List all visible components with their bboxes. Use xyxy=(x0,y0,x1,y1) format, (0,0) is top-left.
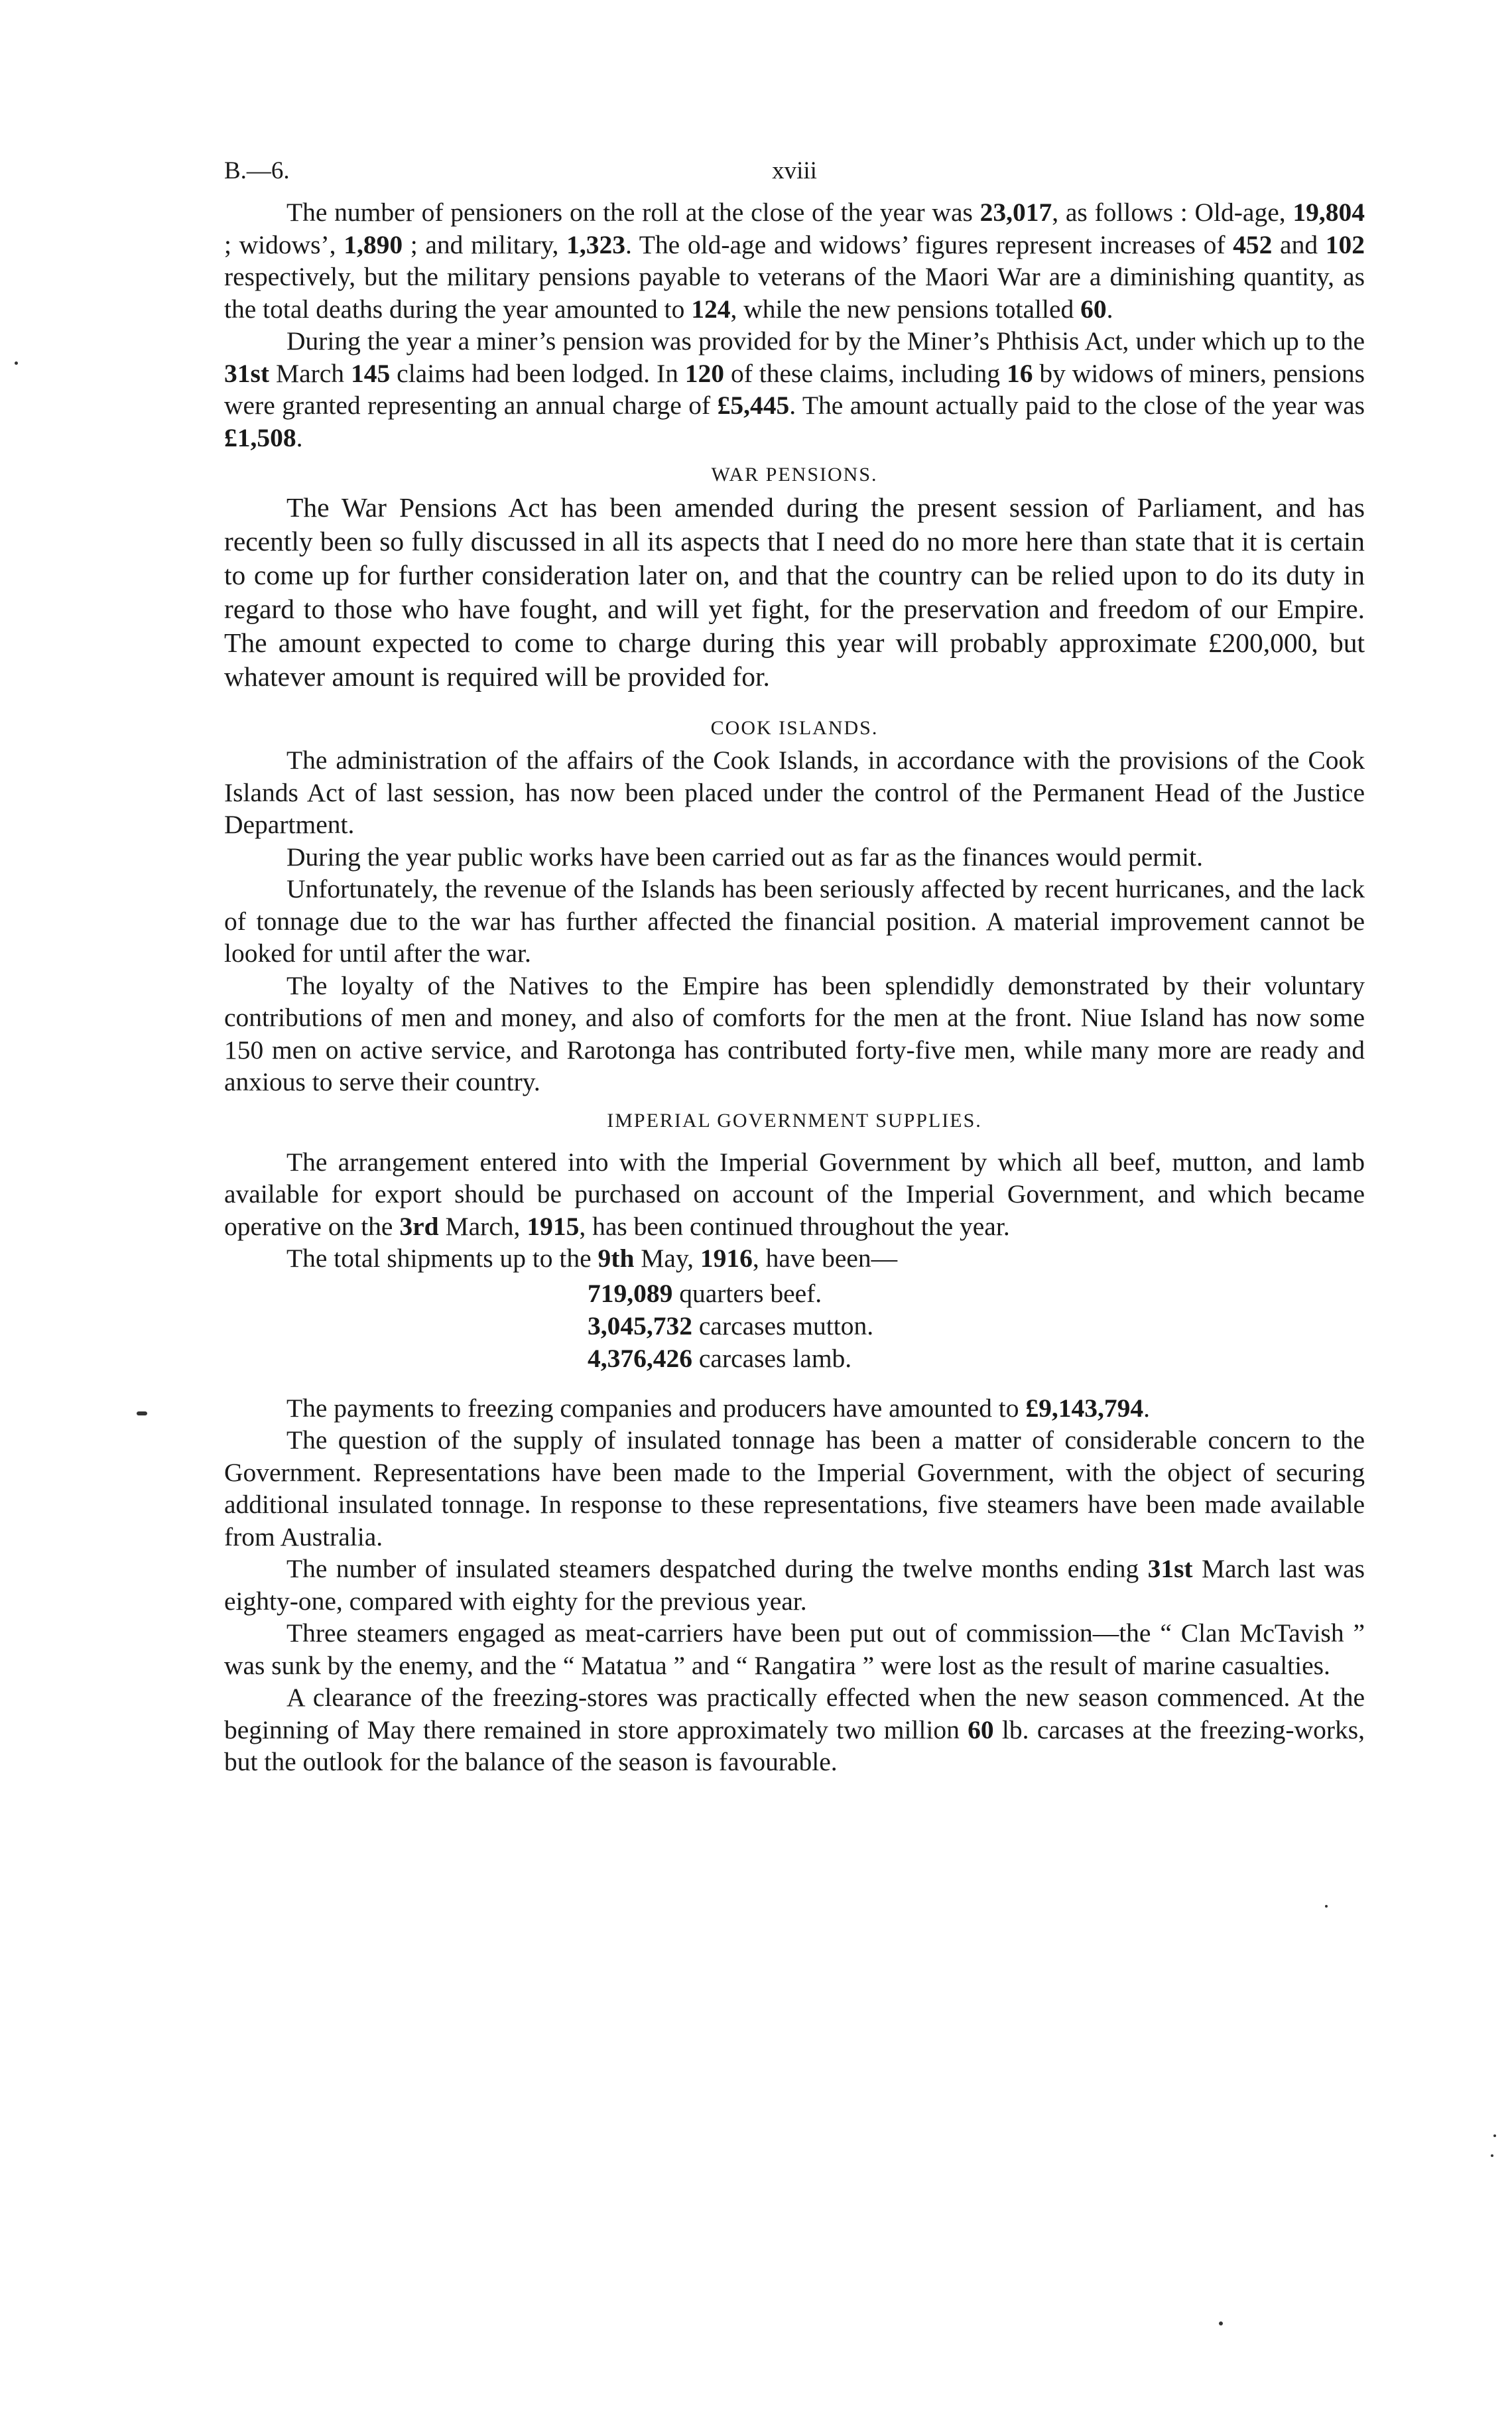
imperial-paragraph-3: The payments to freezing companies and producers have amounted to £9,143,794. xyxy=(286,1393,1151,1423)
imperial-supplies-heading: IMPERIAL GOVERNMENT SUPPLIES. xyxy=(607,1109,982,1132)
war-pensions-paragraph: The War Pensions Act has been amended during the present session of Parliament, and has recently been so fully discussed in all its aspects that I need do no more here than state that it is certain to come up for further consideration later on, and that the country can be relied upon to do its duty in regard to those who have fought, and will yet fight, for the preservation and freedom of our Empire. The amount expected to come to charge during this year will probably approximate £200,000, but whatever amount is required will be provided for. xyxy=(224,492,1365,692)
scan-speck xyxy=(137,1411,147,1415)
imperial-paragraph-6: Three steamers engaged as meat-carriers have been put out of commission—the “ Clan McTavish ” was sunk by the enemy, and the “ Matatua ” and “ Rangatira ” were lost as the result of marine casualties. xyxy=(224,1618,1365,1680)
cook-islands-paragraph-3: Unfortunately, the revenue of the Islands has been seriously affected by recent hurricanes, and the lack of tonnage due to the war has further affected the financial position. A material improvement cannot be looked for until after the war. xyxy=(224,874,1365,968)
imperial-paragraph-7: A clearance of the freezing-stores was practically effected when the new season commenced. At the beginning of May there remained in store approximately two million 60 lb. carcases at the freezing-works, but the outlook for the balance of the season is favourable. xyxy=(224,1683,1365,1776)
shipments-list xyxy=(224,1277,1365,1375)
imperial-paragraph-1: The arrangement entered into with the Imperial Government by which all beef, mutton, and lamb available for export should be purchased on account of the Imperial Government, and which became operative on the 3rd March, 1915, has been continued throughout the year. xyxy=(224,1147,1365,1241)
shipment-row-beef: 719,089 quarters beef. xyxy=(588,1278,822,1308)
scan-speck xyxy=(1219,2321,1223,2325)
page-number: xviii xyxy=(772,157,817,184)
scan-speck xyxy=(1491,2154,1493,2157)
war-pensions-section xyxy=(224,491,1365,694)
shipment-row-mutton: 3,045,732 carcases mutton. xyxy=(588,1311,874,1340)
cook-islands-paragraph-4: The loyalty of the Natives to the Empire has been splendidly demonstrated by their voluntary contributions of men and money, and also of comforts for the men at the front. Niue Island has now some 150 men on active service, and Rarotonga has contributed forty-five men, while many more are ready and anxious to serve their country. xyxy=(224,970,1365,1096)
imperial-paragraph-2: The total shipments up to the 9th May, 1916, have been— xyxy=(286,1244,898,1273)
document-reference: B.—6. xyxy=(224,157,290,184)
pensions-paragraph-2: During the year a miner’s pension was provided for by the Miner’s Phthisis Act, under which up to the 31st March 145 claims had been lodged. In 120 of these claims, including 16 by widows of miners, pensions were granted representing an annual charge of £5,445. The amount actually paid to the close of the year was £1,508. xyxy=(224,326,1365,452)
imperial-paragraph-5: The number of insulated steamers despatched during the twelve months ending 31st March last was eighty-one, compared with eighty for the previous year. xyxy=(224,1554,1365,1616)
cook-islands-paragraph-2: During the year public works have been carried out as far as the finances would permit. xyxy=(286,842,1203,872)
page-header xyxy=(224,157,1365,196)
shipment-row-lamb: 4,376,426 carcases lamb. xyxy=(588,1343,852,1373)
cook-islands-heading: COOK ISLANDS. xyxy=(710,717,879,739)
scan-speck xyxy=(1325,1905,1328,1908)
scan-speck xyxy=(1493,2134,1496,2137)
imperial-paragraph-4: The question of the supply of insulated tonnage has been a matter of considerable concern to the Government. Representations have been made to the Imperial Government, with the object of securing additional insulated tonnage. In response to these representations, five steamers have been made available from Australia. xyxy=(224,1425,1365,1551)
war-pensions-heading: WAR PENSIONS. xyxy=(711,464,878,486)
cook-islands-paragraph-1: The administration of the affairs of the Cook Islands, in accordance with the provisions of the Cook Islands Act of last session, has now been placed under the control of the Permanent Head of the Justice Department. xyxy=(224,746,1365,839)
scan-speck xyxy=(15,361,18,365)
pensions-paragraph-1: The number of pensioners on the roll at the close of the year was 23,017, as follows : Old-age, 19,804 ; widows’, 1,890 ; and military, 1,323. The old-age and widows’ figures represent increases of 452 and 102 respectively, but the military pensions payable to veterans of the Maori War are a diminishing quantity, as the total deaths during the year amounted to 124, while the new pensions totalled 60. xyxy=(224,198,1365,324)
document-page xyxy=(224,157,1365,1778)
